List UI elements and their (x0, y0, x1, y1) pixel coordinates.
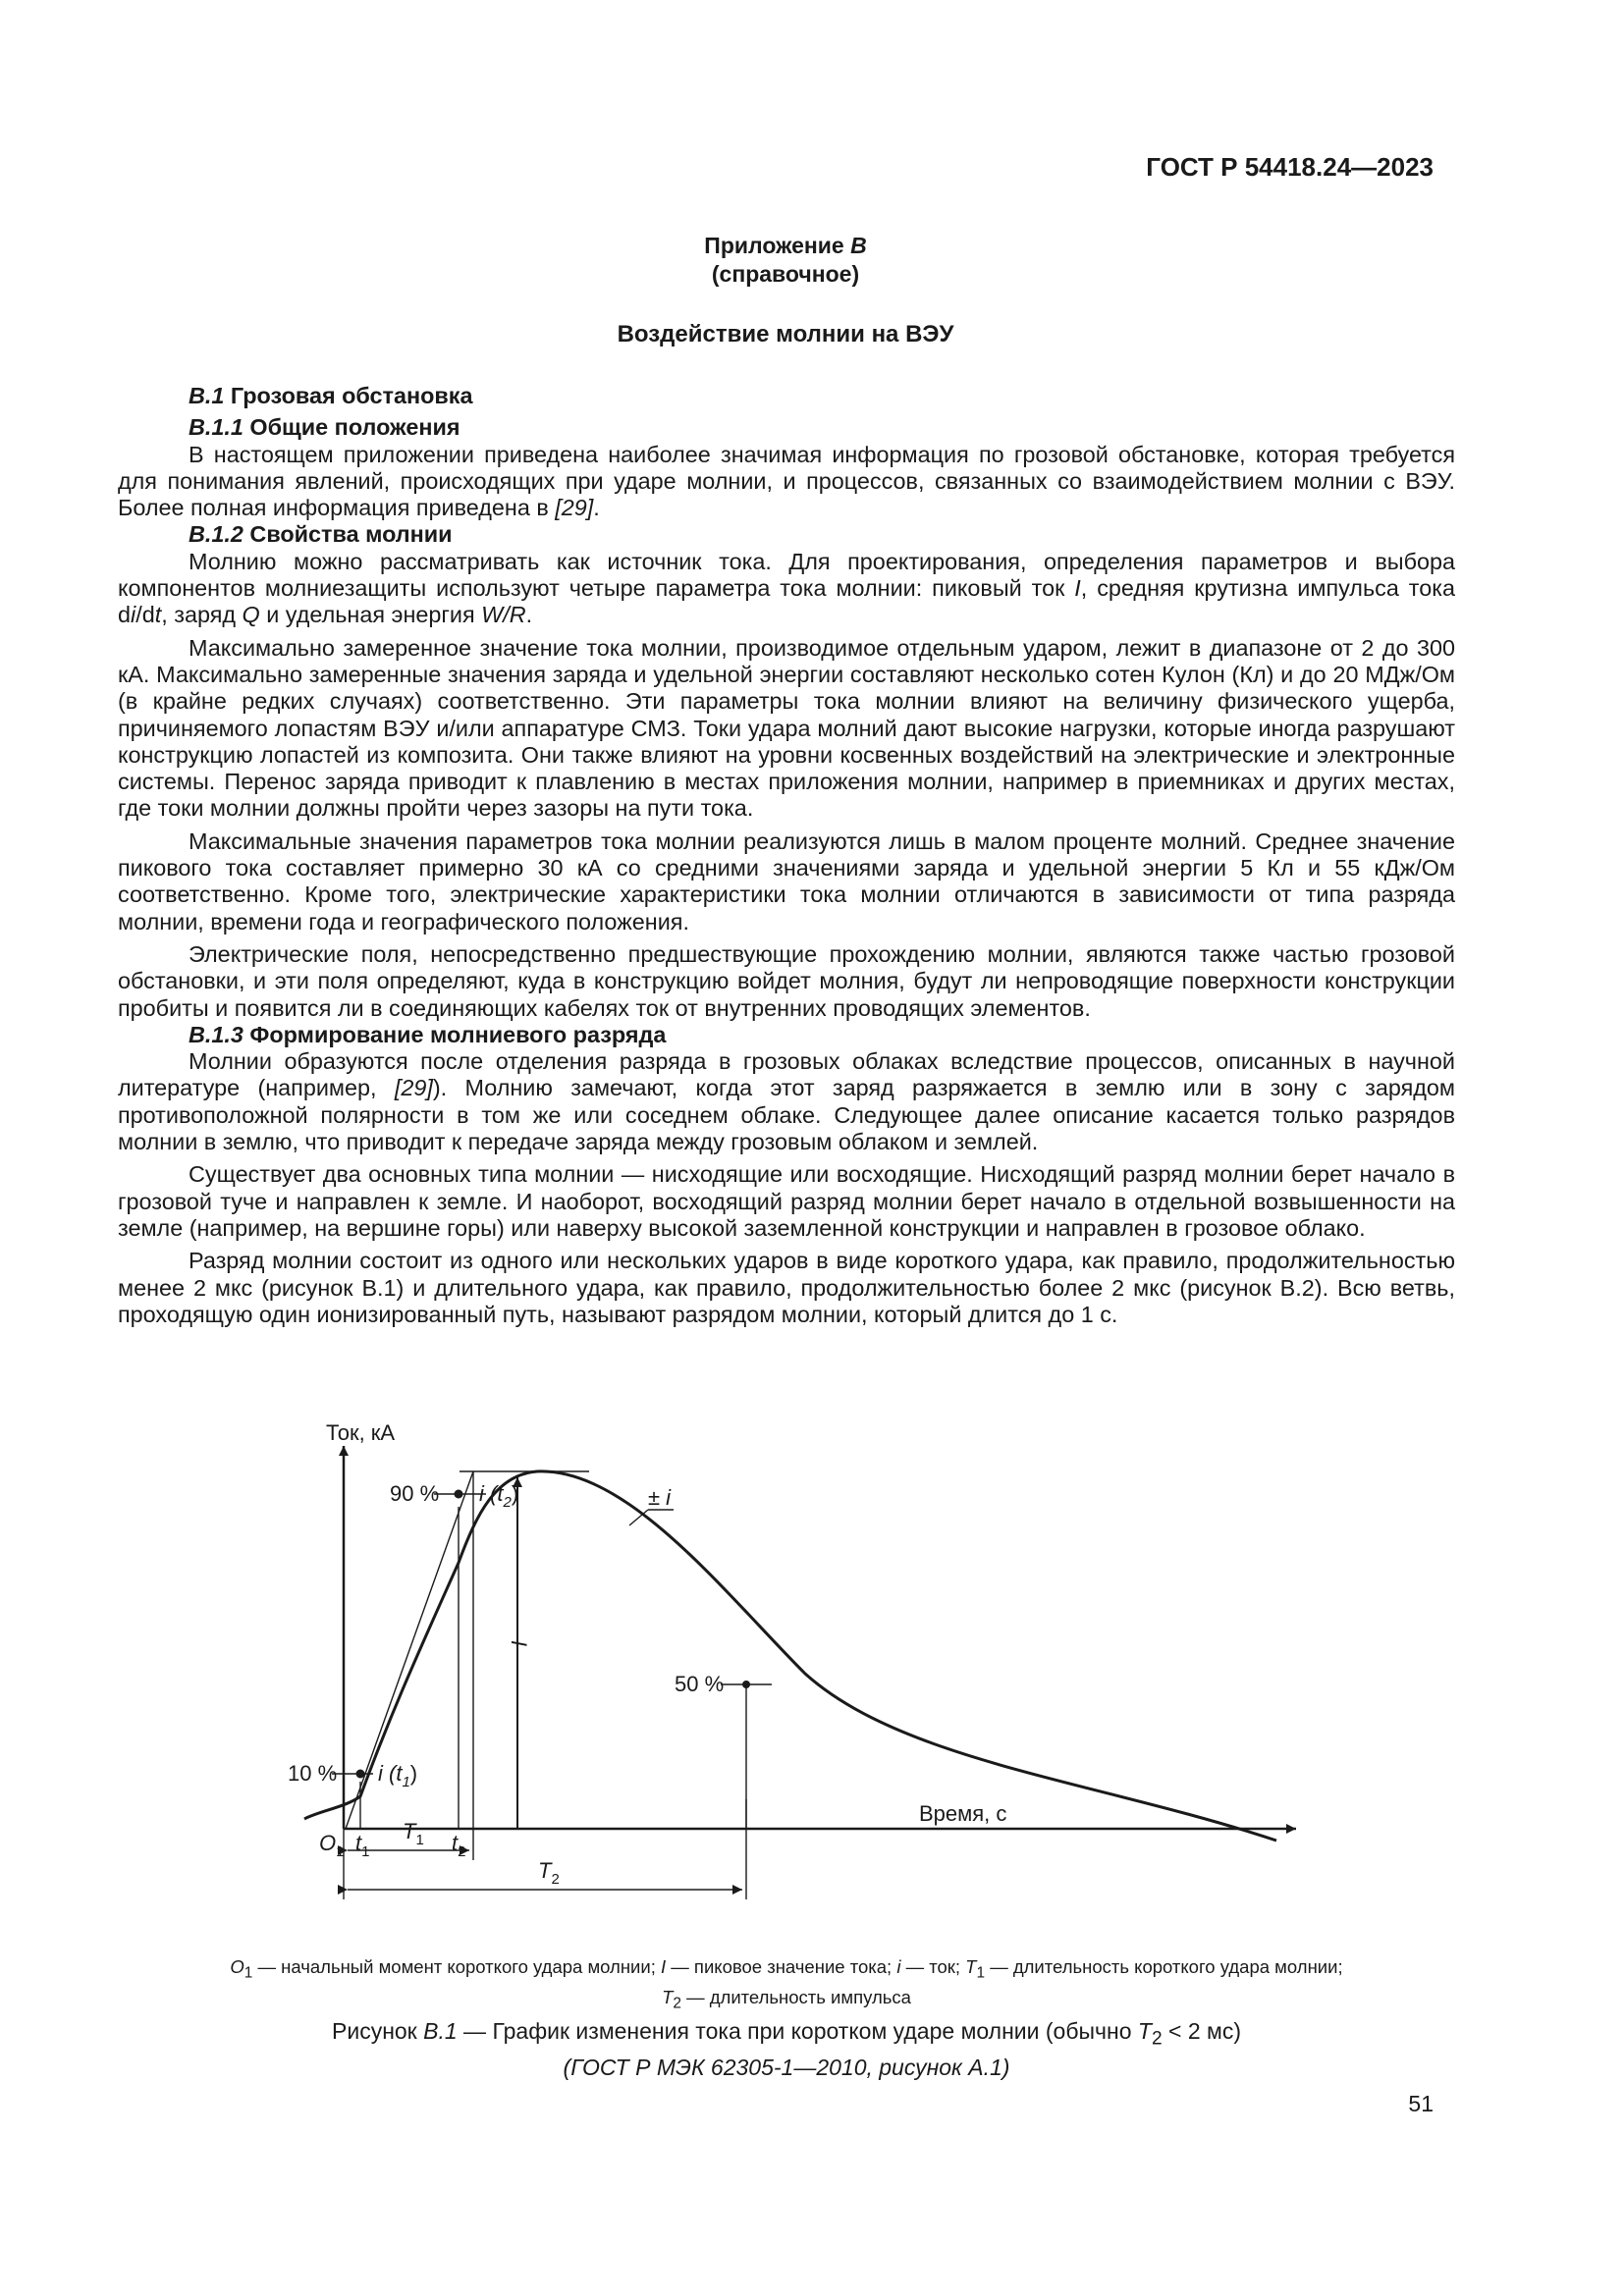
section-heading-b12: B.1.2 Свойства молнии (189, 521, 453, 548)
paragraph: Максимальные значения параметров тока молнии реализуются лишь в малом проценте молний. Среднее значение пикового тока составляет примерно 30 кА со средними значениями заряда и удельной энергии 5 Кл и 55 кДж/Ом соответственно. Кроме того, электрические характеристики тока молнии отличаются в зависимости от типа разряда молнии, времени года и географического положения. (118, 828, 1455, 934)
paragraph: Электрические поля, непосредственно предшествующие прохождению молнии, являются также частью грозовой обстановки, и эти поля определяют, куда в конструкцию войдет молния, будут ли непроводящие поверхности конструкции пробиты и появится ли в соединяющих кабелях ток от внутренних проводящих элементов. (118, 940, 1455, 1021)
figure-caption (118, 2017, 1455, 2081)
current-waveform-diagram (118, 1399, 1455, 1949)
label-pm-i: ± i (648, 1485, 672, 1510)
label-T1: $T_1$ (403, 1819, 424, 1848)
caption-line: Рисунок B.1 — График изменения тока при коротком ударе молнии (обычно $T_2 < 2$ мс) (332, 2018, 1241, 2050)
point-50 (742, 1681, 750, 1688)
caption-source: (ГОСТ Р МЭК 62305-1—2010, рисунок А.1) (563, 2054, 1010, 2080)
annex-kind: (справочное) (711, 261, 860, 287)
x-axis-label: Время, с (919, 1801, 1007, 1826)
label-t2: $t_2$ (452, 1831, 466, 1860)
page-title: Воздействие молнии на ВЭУ (617, 321, 954, 347)
paragraph: Существует два основных типа молнии — нисходящие или восходящие. Нисходящий разряд молнии берет начало в грозовой туче и направлен к земле. И наоборот, восходящий разряд молнии берет начало в отдельной возвышенности на земле (например, на вершине горы) или наверху высокой заземленной конструкции и направлен в грозовое облако. (118, 1161, 1455, 1241)
page-number: 51 (1408, 2091, 1434, 2116)
current-curve (304, 1471, 1276, 1841)
label-10: 10 % (288, 1761, 338, 1786)
body-text (118, 383, 1455, 1328)
label-i-t2: i $(t_2)$ (479, 1481, 519, 1511)
paragraph: В настоящем приложении приведена наиболее значимая информация по грозовой обстановке, которая требуется для понимания явлений, происходящих при ударе молнии, и процессов, связанных со взаимодействием молнии с ВЭУ. Более полная информация приведена в [29]. (118, 441, 1455, 521)
standard-number: ГОСТ Р 54418.24—2023 (1146, 152, 1434, 182)
section-heading-b11: B.1.1 Общие положения (189, 414, 460, 441)
section-heading-b13: B.1.3 Формирование молниевого разряда (189, 1021, 667, 1047)
paragraph: Максимально замеренное значение тока молнии, производимое отдельным ударом, лежит в диапазоне от 2 до 300 кА. Максимально замеренные значения заряда и удельной энергии составляют несколько сотен Кулон (Кл) и до 20 МДж/Ом (в крайне редких случаях) соответственно. Эти параметры тока молнии влияют на величину физического ущерба, причиняемого лопастям ВЭУ и/или аппаратуре СМЗ. Токи удара молний дают высокие нагрузки, которые иногда разрушают конструкцию лопастей из композита. Они также влияют на уровни косвенных воздействий на электрические и электронные системы. Перенос заряда приводит к плавлению в местах приложения молнии, например в приемниках и других местах, где токи молнии должны пройти через зазоры на пути тока. (118, 634, 1455, 822)
figure-b1 (118, 1399, 1455, 1949)
label-i-t1: i $(t_1)$ (378, 1761, 418, 1790)
y-axis-label: Ток, кА (326, 1420, 396, 1445)
label-T2: $T_2$ (538, 1858, 560, 1888)
label-50: 50 % (675, 1672, 725, 1696)
section-heading-b1: B.1 Грозовая обстановка (189, 383, 473, 408)
label-t1: $t_1$ (355, 1831, 370, 1860)
paragraph: Молнию можно рассматривать как источник тока. Для проектирования, определения параметров и выбора компонентов молниезащиты используют четыре параметра тока молнии: пиковый ток I, средняя крутизна импульса тока di/dt, заряд Q и удельная энергия W/R. (118, 548, 1455, 628)
label-origin: $O_1$ (319, 1831, 345, 1860)
annex-title: Приложение B (704, 233, 867, 258)
legend-line-2: $T_2$ — длительность импульса (662, 1986, 911, 2012)
label-90: 90 % (390, 1481, 440, 1506)
label-peak-I: I (507, 1640, 531, 1647)
figure-legend (114, 1955, 1459, 2015)
legend-line-1: $O_1$ — начальный момент короткого удара молнии; I — пиковое значение тока; i — ток; $T_1$ — длительность короткого удара молнии; (230, 1956, 1343, 1982)
point-10 (356, 1770, 365, 1779)
paragraph: Разряд молнии состоит из одного или нескольких ударов в виде короткого удара, как правило, продолжительностью менее 2 мкс (рисунок B.1) и длительного удара, как правило, продолжительностью более 2 мкс (рисунок B.2). Всю ветвь, проходящую один ионизированный путь, называют разрядом молнии, который длится до 1 с. (118, 1248, 1455, 1327)
paragraph: Молнии образуются после отделения разряда в грозовых облаках вследствие процессов, описанных в научной литературе (например, [29]). Молнию замечают, когда этот заряд разряжается в землю или в зону с зарядом противоположной полярности в том же или соседнем облаке. Следующее далее описание касается только разрядов молнии в землю, что приводит к передаче заряда между грозовым облаком и землей. (118, 1048, 1455, 1155)
point-90 (455, 1490, 463, 1499)
